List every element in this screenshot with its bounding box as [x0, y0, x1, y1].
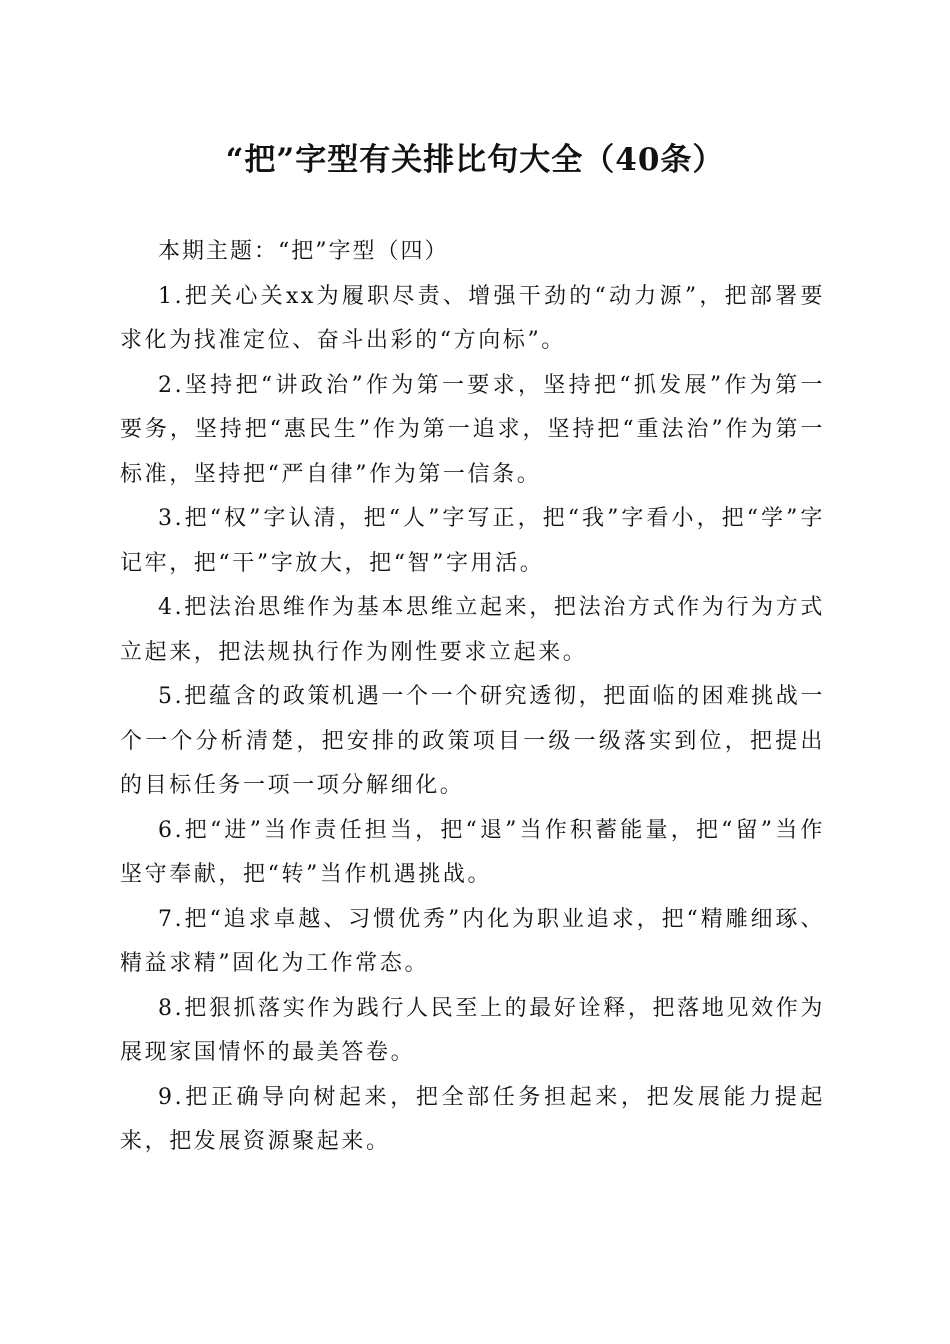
list-item: 5.把蕴含的政策机遇一个一个研究透彻，把面临的困难挑战一个一个分析清楚，把安排的政策项目一级一级落实到位，把提出的目标任务一项一项分解细化。: [120, 684, 825, 798]
list-item: 4.把法治思维作为基本思维立起来，把法治方式作为行为方式立起来，把法规执行作为刚性要求立起来。: [120, 595, 825, 665]
document-body: [120, 230, 825, 1165]
document-subtitle: 本期主题：“把”字型（四）: [158, 239, 449, 264]
list-item: 7.把“追求卓越、习惯优秀”内化为职业追求，把“精雕细琢、精益求精”固化为工作常态。: [120, 906, 825, 976]
list-item: 9.把正确导向树起来，把全部任务担起来，把发展能力提起来，把发展资源聚起来。: [120, 1084, 825, 1154]
document-title: “把”字型有关排比句大全（40条）: [225, 142, 725, 178]
list-item: 2.坚持把“讲政治”作为第一要求，坚持把“抓发展”作为第一要务，坚持把“惠民生”作为第一追求，坚持把“重法治”作为第一标准，坚持把“严自律”作为第一信条。: [120, 372, 825, 487]
list-item: 3.把“权”字认清，把“人”字写正，把“我”字看小，把“学”字记牢，把“干”字放大，把“智”字用活。: [120, 506, 825, 576]
list-item: 8.把狠抓落实作为践行人民至上的最好诠释，把落地见效作为展现家国情怀的最美答卷。: [120, 995, 825, 1065]
list-item: 6.把“进”当作责任担当，把“退”当作积蓄能量，把“留”当作坚守奉献，把“转”当作机遇挑战。: [120, 817, 825, 887]
list-item: 1.把关心关xx为履职尽责、增强干劲的“动力源”，把部署要求化为找准定位、奋斗出彩的“方向标”。: [120, 283, 825, 353]
